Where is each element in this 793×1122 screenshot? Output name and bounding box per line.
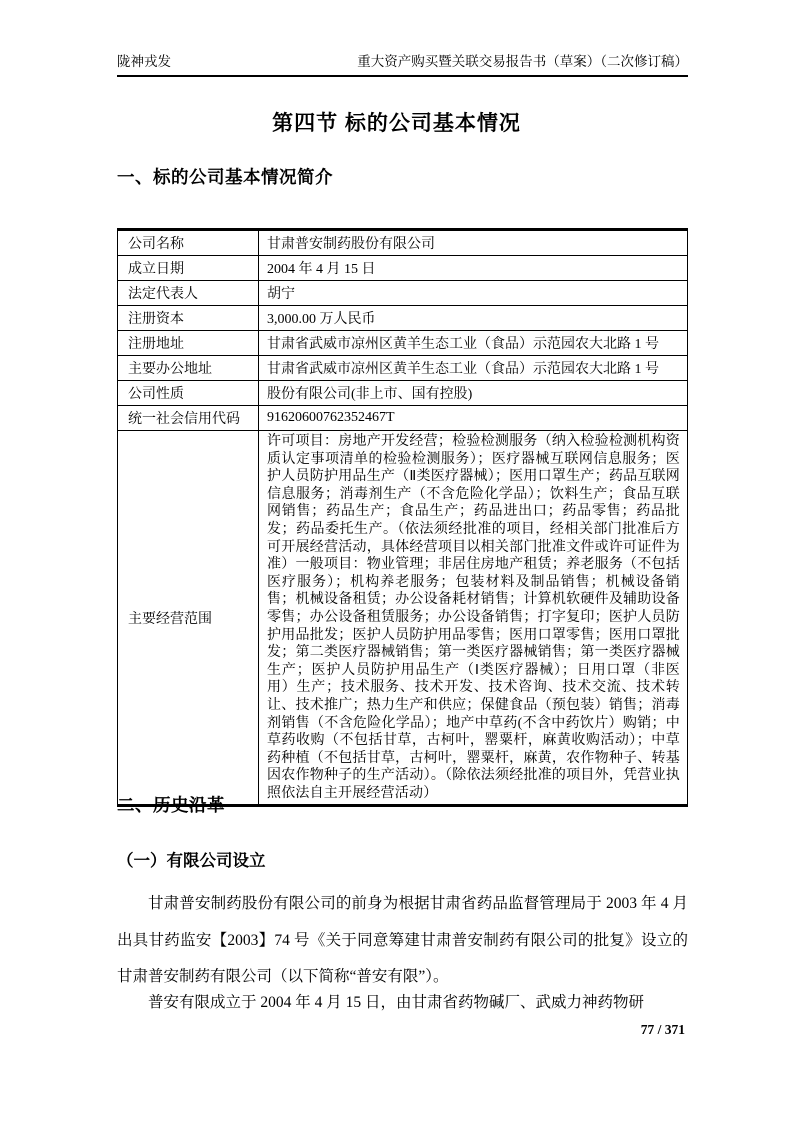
body-paragraph: 甘肃普安制药股份有限公司的前身为根据甘肃省药品监督管理局于 2003 年 4 月出具甘药监安【2003】74 号《关于同意筹建甘肃普安制药有限公司的批复》设立的甘肃普安制药有限公司（以下简称“普安有限”）。 [117, 895, 688, 985]
row-value: 3,000.00 万人民币 [259, 306, 688, 331]
body-paragraph: 普安有限成立于 2004 年 4 月 15 日，由甘肃省药物碱厂、武威力神药物研 [148, 994, 645, 1011]
running-header [117, 50, 688, 77]
row-label: 主要经营范围 [118, 431, 259, 806]
table-row [118, 406, 688, 431]
table-row [118, 256, 688, 281]
table-row [118, 331, 688, 356]
row-value: 胡宁 [259, 281, 688, 306]
company-info-table [117, 228, 688, 807]
row-label: 公司名称 [118, 230, 259, 256]
row-value: 许可项目：房地产开发经营；检验检测服务（纳入检验检测机构资质认定事项清单的检验检测服务）；医疗器械互联网信息服务；医护人员防护用品生产（Ⅱ类医疗器械）；医用口罩生产；药品互联网信息服务；消毒剂生产（不含危险化学品）；饮料生产；食品互联网销售；药品生产；食品生产；药品进出口；药品零售；药品批发；药品委托生产。（依法须经批准的项目，经相关部门批准后方可开展经营活动，具体经营项目以相关部门批准文件或许可证件为准）一般项目：物业管理；非居住房地产租赁；养老服务（不包括医疗服务）；机构养老服务；包装材料及制品销售；机械设备销售；机械设备租赁；办公设备耗材销售；计算机软硬件及辅助设备零售；办公设备租赁服务；办公设备销售；打字复印；医护人员防护用品批发；医护人员防护用品零售；医用口罩零售；医用口罩批发；第二类医疗器械销售；第一类医疗器械销售；第一类医疗器械生产；医护人员防护用品生产（Ⅰ类医疗器械）；日用口罩（非医用）生产；技术服务、技术开发、技术咨询、技术交流、技术转让、技术推广；热力生产和供应；保健食品（预包装）销售；消毒剂销售（不含危险化学品）；地产中草药(不含中药饮片）购销；中草药收购（不包括甘草，古柯叶，罂粟杆，麻黄收购活动）；中草药种植（不包括甘草，古柯叶，罂粟杆，麻黄，农作物种子、转基因农作物种子的生产活动）。（除依法须经批准的项目外，凭营业执照依法自主开展经营活动） [259, 431, 688, 806]
row-value: 甘肃省武威市凉州区黄羊生态工业（食品）示范园农大北路 1 号 [259, 331, 688, 356]
row-label: 成立日期 [118, 256, 259, 281]
row-value: 91620600762352467T [259, 406, 688, 431]
page-title: 第四节 标的公司基本情况 [272, 112, 521, 135]
row-label: 法定代表人 [118, 281, 259, 306]
section-heading-1: 一、标的公司基本情况简介 [117, 167, 333, 187]
page-number: 77 / 371 [640, 1022, 685, 1037]
row-value: 2004 年 4 月 15 日 [259, 256, 688, 281]
table-row-business-scope [118, 431, 688, 806]
table-row [118, 381, 688, 406]
row-label: 主要办公地址 [118, 356, 259, 381]
subsection-heading-2-1: （一）有限公司设立 [117, 852, 266, 870]
header-left-short-title: 陇神戎发 [117, 54, 171, 69]
row-label: 注册地址 [118, 331, 259, 356]
row-value: 甘肃省武威市凉州区黄羊生态工业（食品）示范园农大北路 1 号 [259, 356, 688, 381]
table-row [118, 306, 688, 331]
section-heading-2: 二、历史沿革 [117, 795, 225, 815]
table-row [118, 230, 688, 256]
table-row [118, 281, 688, 306]
row-label: 注册资本 [118, 306, 259, 331]
row-label: 公司性质 [118, 381, 259, 406]
row-label: 统一社会信用代码 [118, 406, 259, 431]
row-value: 股份有限公司(非上市、国有控股) [259, 381, 688, 406]
table-row [118, 356, 688, 381]
header-right-report-title: 重大资产购买暨关联交易报告书（草案）（二次修订稿） [357, 54, 688, 69]
row-value: 甘肃普安制药股份有限公司 [259, 230, 688, 256]
